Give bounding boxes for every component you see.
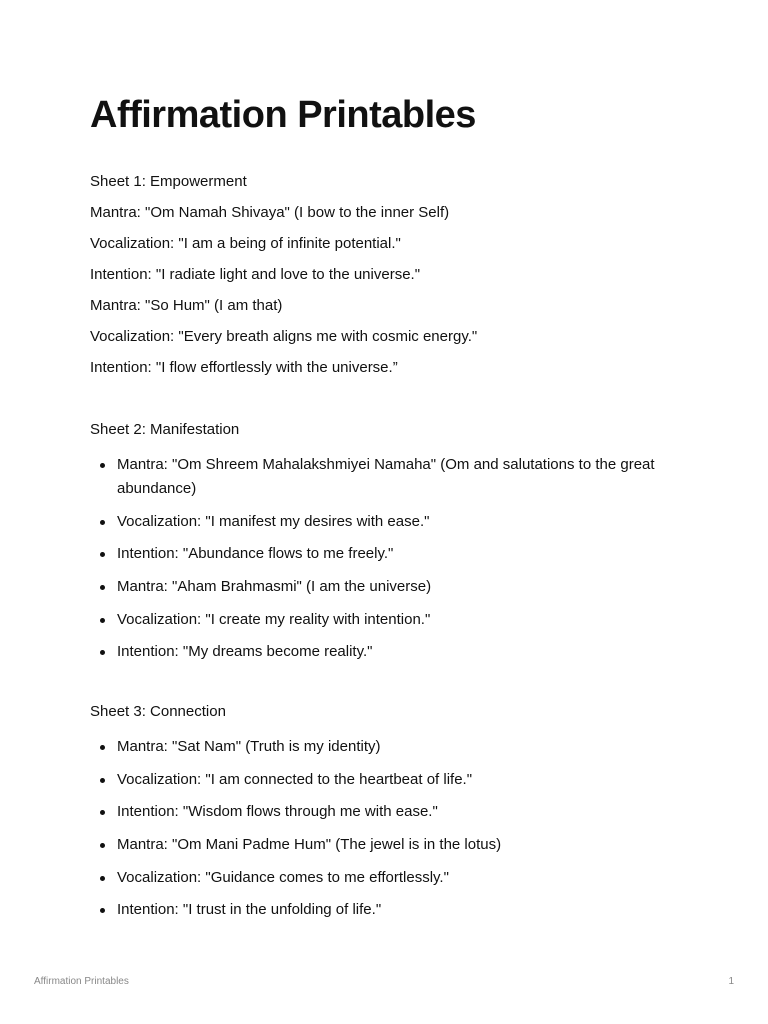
list-item: Mantra: "Sat Nam" (Truth is my identity) — [90, 735, 670, 759]
list-item: Mantra: "Aham Brahmasmi" (I am the universe) — [90, 575, 670, 599]
list-item: Vocalization: "Guidance comes to me effortlessly." — [90, 866, 670, 890]
list-item: Intention: "I trust in the unfolding of life." — [90, 898, 670, 922]
list-item: Intention: "My dreams become reality." — [90, 640, 670, 664]
sheet-1-line: Intention: "I flow effortlessly with the universe.” — [90, 359, 398, 376]
sheet-1-line: Mantra: "Om Namah Shivaya" (I bow to the inner Self) — [90, 204, 450, 221]
sheet-2-list — [90, 453, 670, 664]
page-title: Affirmation Printables — [90, 94, 476, 136]
sheet-1-line: Vocalization: "I am a being of infinite potential." — [90, 235, 401, 252]
sheet-3-heading: Sheet 3: Connection — [90, 703, 226, 720]
sheet-3-list — [90, 735, 670, 922]
sheet-2-section — [90, 420, 670, 673]
footer-page-number: 1 — [728, 976, 734, 987]
list-item: Mantra: "Om Mani Padme Hum" (The jewel is in the lotus) — [90, 833, 670, 857]
sheet-3-section — [90, 702, 670, 931]
sheet-1-line: Intention: "I radiate light and love to the universe." — [90, 266, 421, 283]
footer-document-title: Affirmation Printables — [34, 976, 129, 987]
sheet-2-heading: Sheet 2: Manifestation — [90, 421, 240, 438]
sheet-1-line: Vocalization: "Every breath aligns me with cosmic energy." — [90, 328, 478, 345]
list-item: Vocalization: "I am connected to the heartbeat of life." — [90, 768, 670, 792]
list-item: Intention: "Abundance flows to me freely." — [90, 542, 670, 566]
sheet-1-section — [90, 172, 670, 378]
list-item: Intention: "Wisdom flows through me with ease." — [90, 800, 670, 824]
list-item: Vocalization: "I create my reality with intention." — [90, 608, 670, 632]
sheet-1-heading: Sheet 1: Empowerment — [90, 173, 247, 190]
sheet-1-line: Mantra: "So Hum" (I am that) — [90, 297, 283, 314]
list-item: Vocalization: "I manifest my desires with ease." — [90, 510, 670, 534]
list-item: Mantra: "Om Shreem Mahalakshmiyei Namaha" (Om and salutations to the great abundance) — [90, 453, 670, 501]
